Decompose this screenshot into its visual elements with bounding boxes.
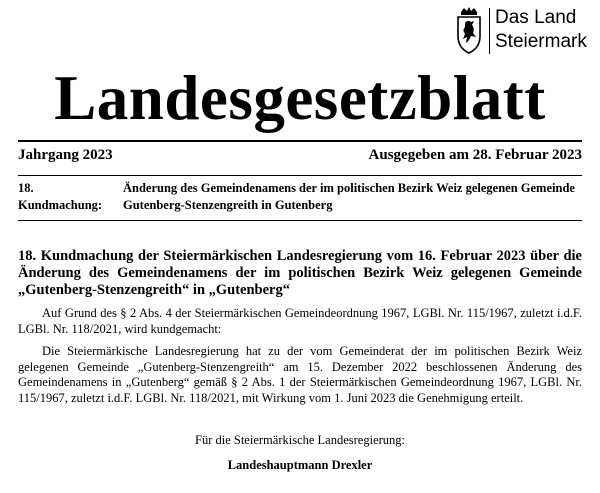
contents-number: 18. — [18, 181, 34, 195]
paragraph-approval: Die Steiermärkische Landesregierung hat zu der vom Gemeinderat der im politischen Bezirk Weiz gelegenen Gemeinde „Gutenberg-Stenzengreith“ am 15. Dezember 2022 beschlossenen Änderung des Gemeindenamens in „Gutenberg“ gemäß § 2 Abs. 1 der Steiermärkischen Gemeindeordnung 1967, LGBl. Nr. 115/1967, zuletzt i.d.F. LGBl. Nr. 118/2021, mit Wirkung vom 1. Juni 2023 die Genehmigung erteilt. — [18, 344, 582, 405]
logo-text-line1: Das Land — [495, 7, 577, 28]
logo-divider — [489, 8, 490, 54]
paragraph-legal-basis: Auf Grund des § 2 Abs. 4 der Steiermärkischen Gemeindeordnung 1967, LGBl. Nr. 115/1967, zuletzt i.d.F. LGBl. Nr. 118/2021, wird kundgemacht: — [18, 306, 582, 336]
announcement-heading: 18. Kundmachung der Steiermärkischen Landesregierung vom 16. Februar 2023 über die Änderung des Gemeindenamens der im politischen Bezirk Weiz gelegenen Gemeinde „Gutenberg-Stenzengreith“ in „Gutenberg“ — [18, 248, 582, 298]
issue-info — [18, 145, 582, 165]
issue-date: Ausgegeben am 28. Februar 2023 — [368, 147, 582, 163]
masthead-rule — [18, 140, 582, 142]
masthead-title: Landesgesetzblatt — [54, 63, 546, 133]
issue-year: Jahrgang 2023 — [18, 147, 113, 163]
closing-line: Für die Steiermärkische Landesregierung: — [195, 433, 405, 447]
state-logo — [455, 4, 595, 58]
logo-text-line2: Steiermark — [495, 31, 587, 52]
contents-top-rule — [18, 175, 582, 176]
contents-bottom-rule — [18, 220, 582, 221]
signatory: Landeshauptmann Drexler — [227, 458, 373, 472]
contents-type: Kundmachung: — [18, 198, 103, 212]
contents-title: Änderung des Gemeindenamens der im politischen Bezirk Weiz gelegenen Gemeinde Gutenberg-Stenzengreith in Gutenberg — [123, 181, 575, 212]
styrian-coat-of-arms-icon — [455, 6, 483, 54]
